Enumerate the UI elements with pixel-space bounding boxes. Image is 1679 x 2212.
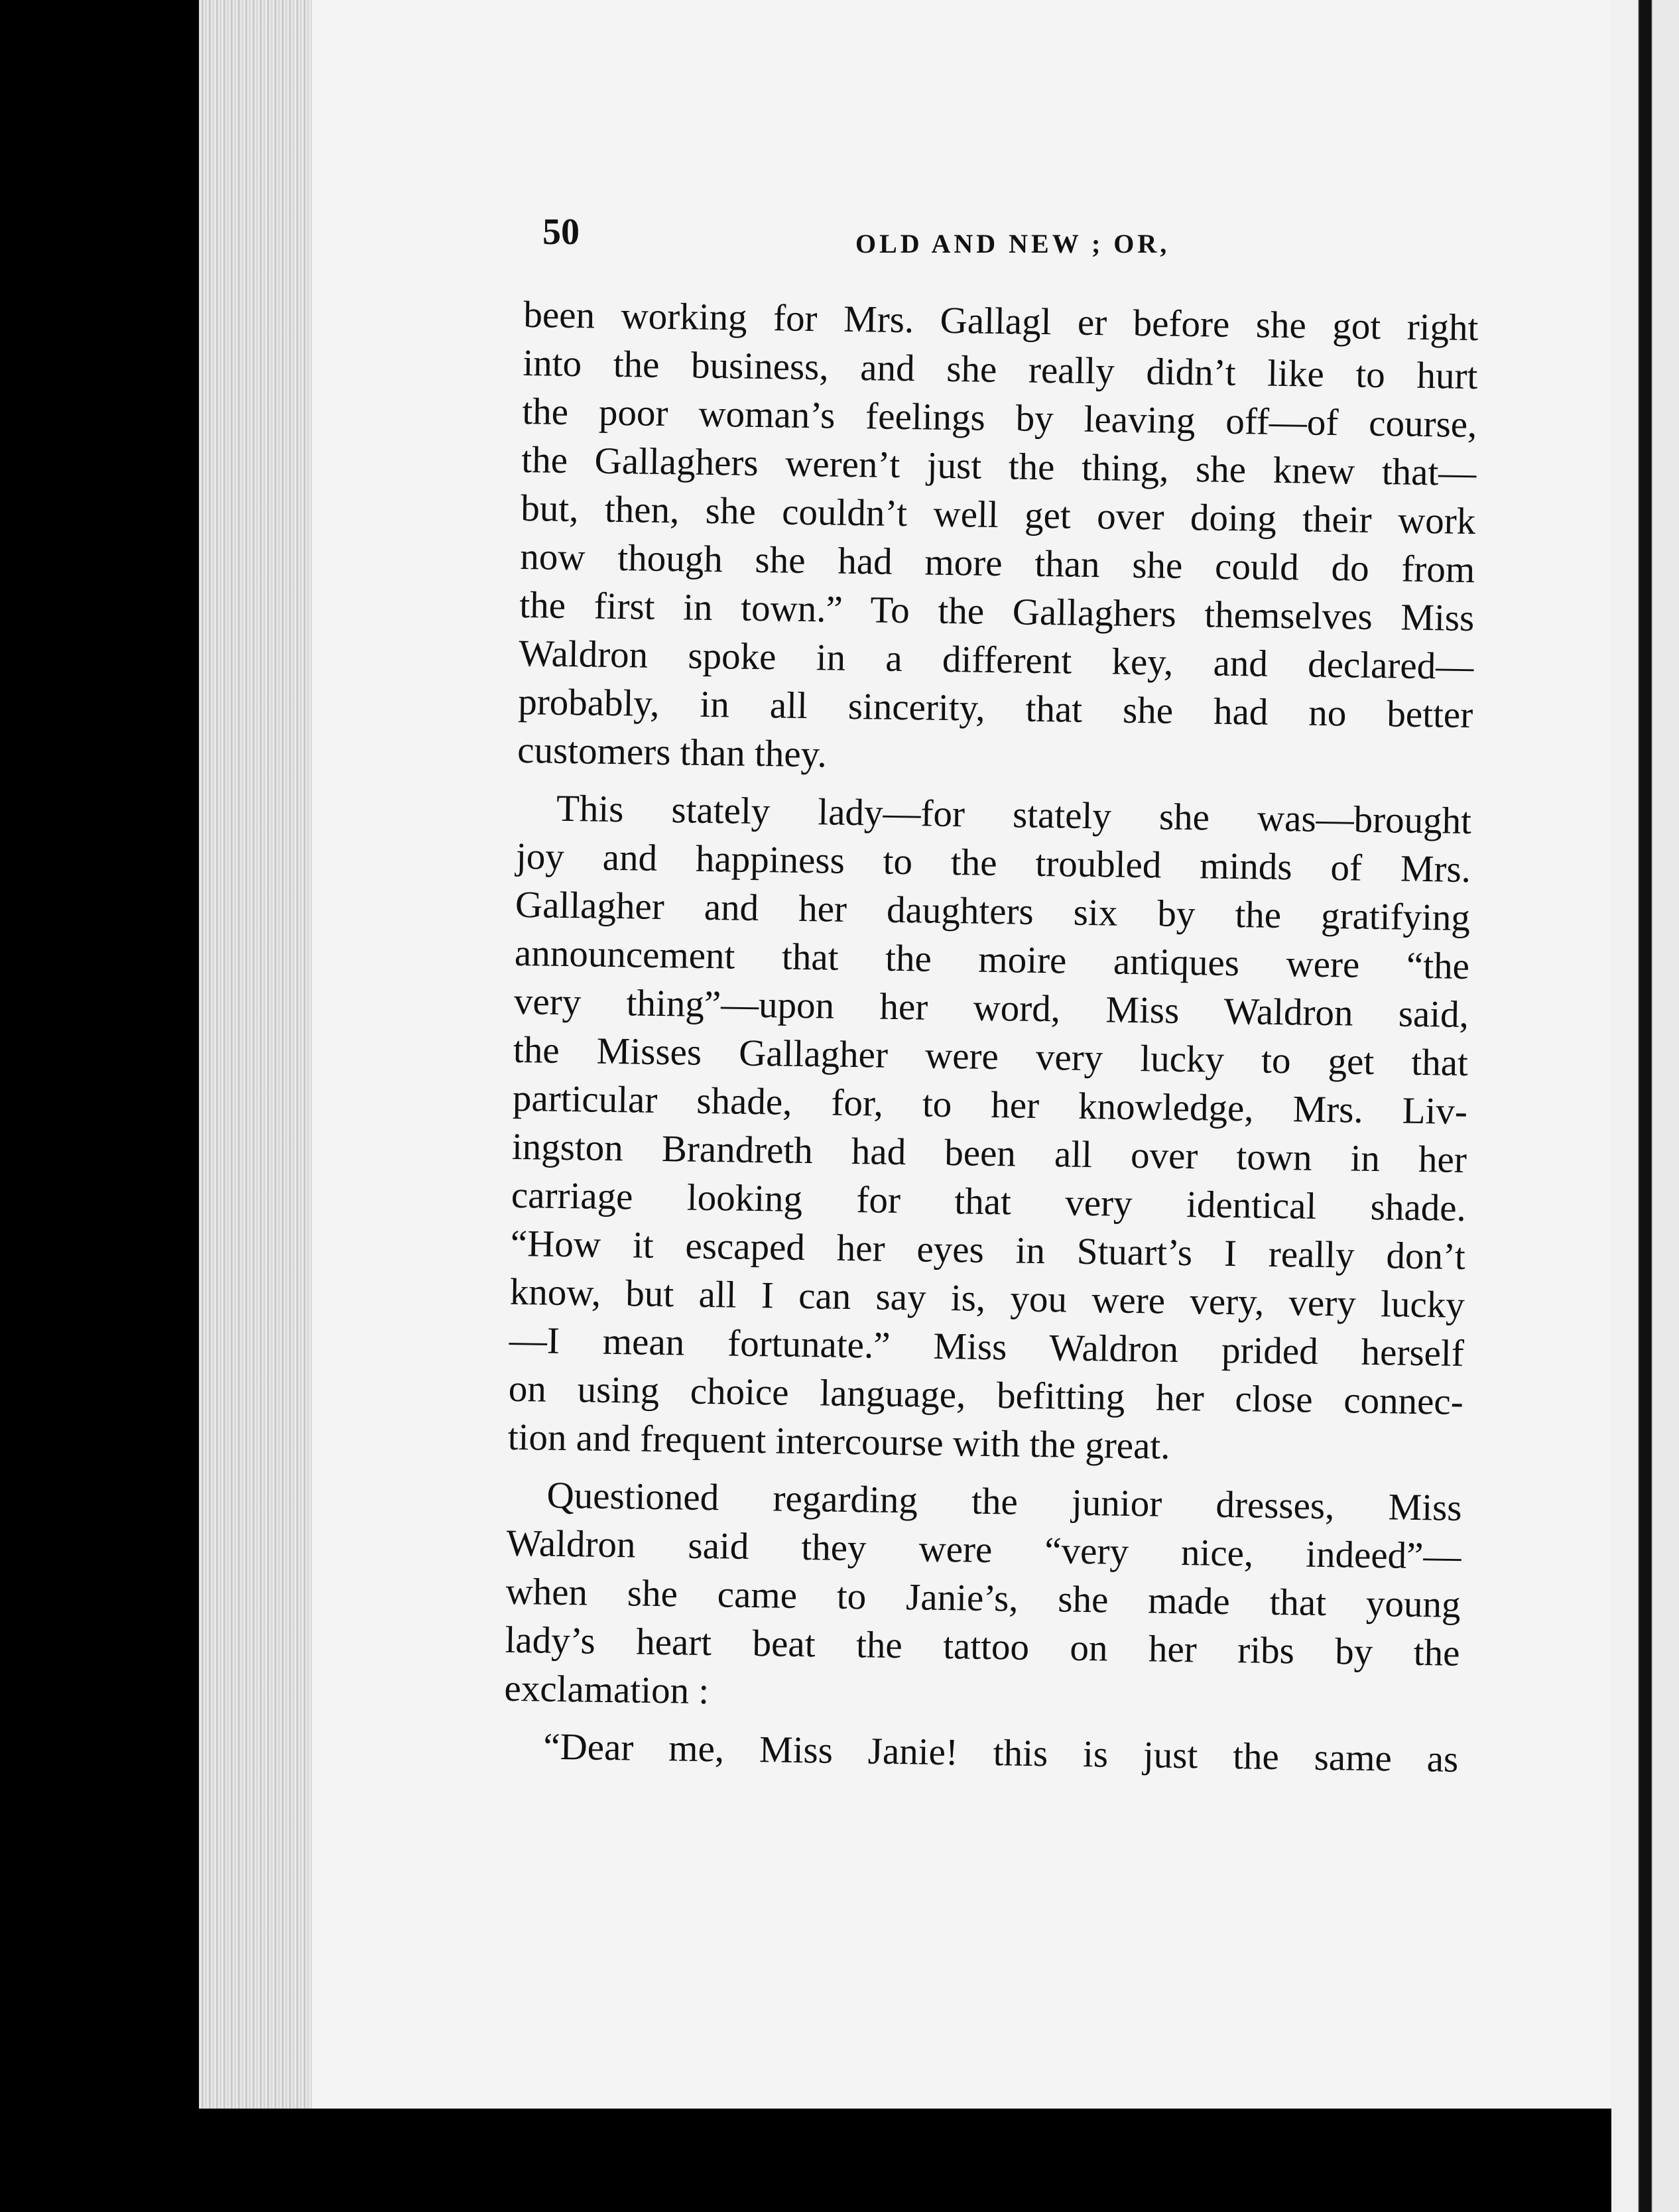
- text-line: Waldron said they were “very nice, indeed”—: [506, 1522, 1461, 1577]
- text-line: Gallagher and her daughters six by the gratifying: [515, 883, 1471, 940]
- text-line: probably, in all sincerity, that she had no better: [517, 680, 1473, 737]
- page-edges: [199, 0, 312, 2109]
- text-line: been working for Mrs. Gallagl er before she got right: [523, 293, 1479, 349]
- text-line: Waldron spoke in a different key, and declared—: [518, 632, 1474, 688]
- text-line: joy and happiness to the troubled minds of Mrs.: [515, 835, 1471, 891]
- text-line: —I mean fortunate.” Miss Waldron prided herself: [509, 1319, 1465, 1375]
- text-line: exclamation :: [504, 1667, 710, 1713]
- text-line: when she came to Janie’s, she made that young: [505, 1570, 1461, 1626]
- text-line: “Dear me, Miss Janie! this is just the same as: [542, 1725, 1459, 1780]
- running-head: OLD AND NEW ; OR,: [855, 229, 1170, 259]
- text-line: particular shade, for, to her knowledge, Mrs. Liv-: [512, 1077, 1468, 1133]
- text-line: now though she had more than she could do from: [519, 535, 1475, 591]
- text-line: the poor woman’s feelings by leaving off—of course,: [522, 390, 1477, 446]
- text-line: announcement that the moire antiques were “the: [514, 932, 1470, 988]
- text-line: into the business, and she really didn’t like to hurt: [523, 341, 1478, 398]
- text-line: on using choice language, befitting her close connec-: [508, 1367, 1464, 1423]
- text-line: the Gallaghers weren’t just the thing, she knew that—: [521, 438, 1477, 495]
- text-line: Questioned regarding the junior dresses, Miss: [546, 1474, 1462, 1529]
- text-line: but, then, she couldn’t well get over doing their work: [520, 487, 1476, 543]
- page-number: 50: [542, 212, 580, 253]
- text-line: carriage looking for that very identical shade.: [511, 1174, 1467, 1229]
- text-line: the first in town.” To the Gallaghers themselves Miss: [519, 584, 1475, 640]
- text-line: “How it escaped her eyes in Stuart’s I really don’t: [510, 1222, 1466, 1278]
- text-line: tion and frequent intercourse with the great.: [507, 1416, 1170, 1467]
- text-line: the Misses Gallagher were very lucky to get that: [513, 1028, 1469, 1084]
- text-line: customers than they.: [517, 729, 828, 776]
- text-line: ingston Brandreth had been all over town in her: [511, 1125, 1467, 1181]
- right-margin-strip: [1611, 0, 1679, 2212]
- body-text: [503, 290, 1479, 1784]
- text-line: This stately lady—for stately she was—brought: [556, 787, 1472, 843]
- text-line: lady’s heart beat the tattoo on her ribs by the: [505, 1619, 1460, 1674]
- paragraph-1: [517, 290, 1479, 788]
- paragraph-2: [507, 784, 1471, 1475]
- text-line: very thing”—upon her word, Miss Waldron said,: [513, 980, 1469, 1036]
- paragraph-3: [504, 1471, 1462, 1726]
- text-line: know, but all I can say is, you were very, very lucky: [509, 1270, 1465, 1326]
